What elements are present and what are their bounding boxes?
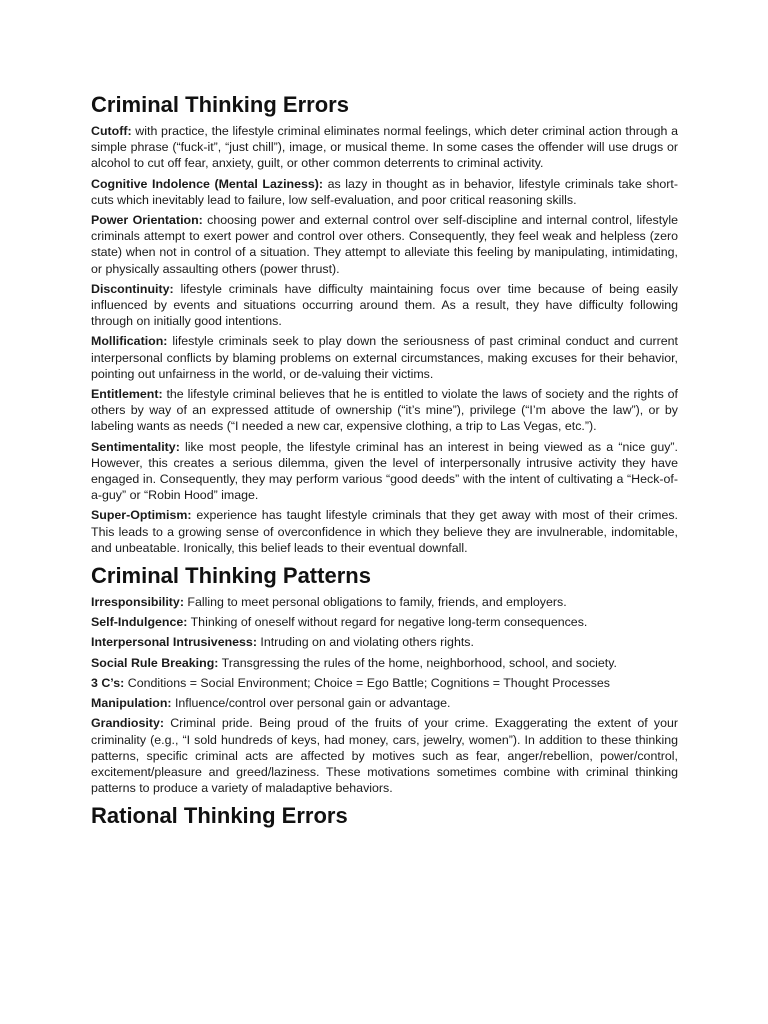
- entry-term: Manipulation:: [91, 696, 172, 711]
- section-heading: Criminal Thinking Errors: [91, 92, 349, 117]
- entry-term: Entitlement:: [91, 387, 163, 402]
- entry-term: Power Orientation:: [91, 213, 203, 228]
- entry-term: Social Rule Breaking:: [91, 655, 219, 670]
- entry-text: as lazy in thought as in behavior, lifestyle criminals take short-cuts which inevitably lead to failure, low self-evaluation, and poor critical reasoning skills.: [91, 176, 678, 207]
- entry-text: lifestyle criminals seek to play down the seriousness of past criminal conduct and current interpersonal conflicts by blaming problems on external circumstances, making excuses for their behavior, pointing out unfairness in the world, or de-valuing their victims.: [91, 334, 678, 381]
- entry-manipulation: [91, 695, 678, 711]
- entry-grandiosity: [91, 715, 678, 796]
- entry-interpersonal-intrusiveness: [91, 634, 678, 650]
- entry-text: Influence/control over personal gain or advantage.: [171, 696, 451, 711]
- entry-text: Criminal pride. Being proud of the fruits of your crime. Exaggerating the extent of your criminality (e.g., “I sold hundreds of keys, had money, cars, jewelry, women”). In addition to these thinking patterns, specific criminal acts are affected by motives such as fear, anger/rebellion, power/control, excitement/pleasure and greed/laziness. These motivations sometimes combine with criminal thinking patterns to produce a variety of maladaptive behaviors.: [91, 716, 678, 796]
- entry-text: Transgressing the rules of the home, neighborhood, school, and society.: [218, 655, 617, 670]
- entry-self-indulgence: [91, 614, 678, 630]
- entry-text: Thinking of oneself without regard for negative long-term consequences.: [187, 615, 588, 630]
- entry-text: Conditions = Social Environment; Choice = Ego Battle; Cognitions = Thought Processes: [124, 675, 610, 690]
- entry-text: choosing power and external control over self-discipline and internal control, lifestyle criminals attempt to exert power and control over others. Consequently, they feel weak and helpless (zero state) when not in control of a situation. They attempt to alleviate this feeling by manipulating, intimidating, or physically assaulting others (power thrust).: [91, 213, 678, 276]
- entry-text: with practice, the lifestyle criminal eliminates normal feelings, which deter criminal action through a simple phrase (“fuck-it”, “just chill”), image, or musical theme. In some cases the offender will use drugs or alcohol to cut off fear, anxiety, guilt, or other common deterrents to criminal activity.: [91, 124, 678, 171]
- entry-term: Cutoff:: [91, 124, 132, 138]
- entry-term: Irresponsibility:: [91, 595, 184, 610]
- entry-term: Grandiosity:: [91, 716, 164, 731]
- entry-three-cs: [91, 675, 678, 691]
- entry-term: Super-Optimism:: [91, 508, 192, 523]
- entry-entitlement: [91, 386, 678, 435]
- entry-text: the lifestyle criminal believes that he is entitled to violate the laws of society and the rights of others by way of an expressed attitude of ownership (“it’s mine”), privilege (“I’m above the law”), or by labeling wants as needs (“I needed a new car, expensive clothing, a trip to Las Vegas, etc.”).: [91, 387, 678, 434]
- entry-super-optimism: [91, 507, 678, 556]
- entry-irresponsibility: [91, 594, 678, 610]
- entry-cutoff: [91, 123, 678, 172]
- entry-text: Intruding on and violating others rights.: [256, 635, 474, 650]
- section-heading: Rational Thinking Errors: [91, 803, 348, 829]
- entry-term: 3 C’s:: [91, 675, 125, 690]
- entry-text: experience has taught lifestyle criminals that they get away with most of their crimes. This leads to a growing sense of overconfidence in which they believe they are invulnerable, indomitable, and unbeatable. Ironically, this belief leads to their eventual downfall.: [91, 508, 678, 555]
- entry-term: Discontinuity:: [91, 281, 174, 296]
- entry-term: Sentimentality:: [91, 439, 180, 454]
- entry-text: lifestyle criminals have difficulty maintaining focus over time because of being easily influenced by events and situations occurring around them. As a result, they have difficulty following through on initially good intentions.: [91, 281, 678, 329]
- entry-term: Mollification:: [91, 334, 168, 349]
- section-heading: Criminal Thinking Patterns: [91, 563, 371, 589]
- entry-term: Self-Indulgence:: [91, 615, 188, 630]
- entry-cognitive-indolence: [91, 176, 678, 208]
- document-page: [91, 92, 678, 834]
- entry-text: like most people, the lifestyle criminal has an interest in being viewed as a “nice guy”. However, this creates a serious dilemma, given the level of interpersonally intrusive activity they have engaged in. Consequently, they may perform various “good deeds” with the intent of cultivating a “Heck-of-a-guy” or “Robin Hood” image.: [91, 439, 678, 503]
- entry-sentimentality: [91, 439, 678, 504]
- entry-text: Falling to meet personal obligations to family, friends, and employers.: [183, 595, 567, 610]
- entry-term: Cognitive Indolence (Mental Laziness):: [91, 176, 324, 191]
- entry-mollification: [91, 333, 678, 382]
- entry-discontinuity: [91, 281, 678, 330]
- entry-power-orientation: [91, 212, 678, 277]
- entry-term: Interpersonal Intrusiveness:: [91, 635, 257, 650]
- entry-social-rule-breaking: [91, 655, 678, 671]
